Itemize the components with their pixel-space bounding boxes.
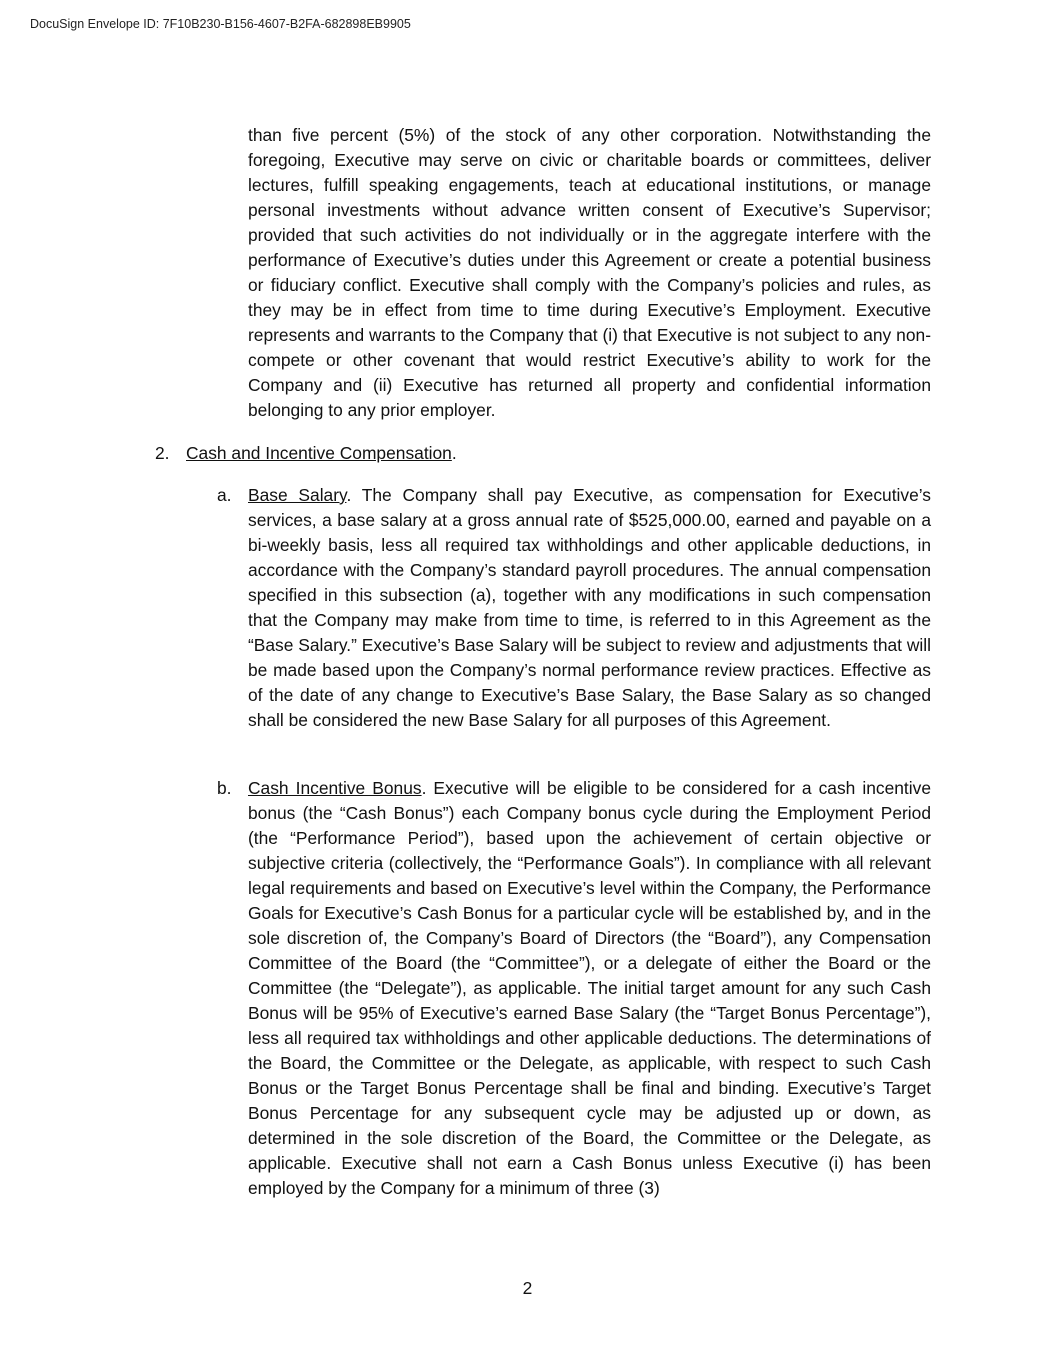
section-title: Cash and Incentive Compensation	[186, 443, 452, 463]
subsection-a-title: Base Salary	[248, 485, 347, 505]
continuation-paragraph: than five percent (5%) of the stock of any other corporation. Notwithstanding the foregoing, Executive may serve on civic or charitable boards or committees, deliver lectures, fulfill speaking engagements, teach at educational institutions, or manage personal investments without advance written consent of Executive’s Supervisor; provided that such activities do not individually or in the aggregate interfere with the performance of Executive’s duties under this Agreement or create a potential business or fiduciary conflict. Executive shall comply with the Company’s policies and rules, as they may be in effect from time to time during Executive’s Employment. Executive represents and warrants to the Company that (i) that Executive is not subject to any non-compete or other covenant that would restrict Executive’s ability to work for the Company and (ii) Executive has returned all property and confidential information belonging to any prior employer.	[248, 125, 931, 420]
section-heading	[155, 441, 457, 466]
subsection-b-marker: b.	[217, 778, 232, 798]
section-title-suffix: .	[451, 443, 457, 463]
subsection-a-paragraph	[248, 483, 931, 733]
envelope-id: DocuSign Envelope ID: 7F10B230-B156-4607-B2FA-682898EB9905	[30, 17, 411, 31]
subsection-b-title: Cash Incentive Bonus	[248, 778, 422, 798]
page-number: 2	[522, 1278, 533, 1298]
section-number: 2.	[155, 443, 170, 463]
subsection-a-body: . The Company shall pay Executive, as compensation for Executive’s services, a base salary at a gross annual rate of $525,000.00, earned and payable on a bi-weekly basis, less all required tax withholdings and other applicable deductions, in accordance with the Company’s standard payroll procedures. The annual compensation specified in this subsection (a), together with any modifications in such compensation that the Company may make from time to time, is referred to in this Agreement as the “Base Salary.” Executive’s Base Salary will be subject to review and adjustments that will be made based upon the Company’s normal performance review practices. Effective as of the date of any change to Executive’s Base Salary, the Base Salary as so changed shall be considered the new Base Salary for all purposes of this Agreement.	[248, 485, 931, 730]
subsection-b-body: . Executive will be eligible to be considered for a cash incentive bonus (the “Cash Bonus”) each Company bonus cycle during the Employment Period (the “Performance Period”), based upon the achievement of certain objective or subjective criteria (collectively, the “Performance Goals”). In compliance with all relevant legal requirements and based on Executive’s level within the Company, the Performance Goals for Executive’s Cash Bonus for a particular cycle will be established by, and in the sole discretion of, the Company’s Board of Directors (the “Board”), any Compensation Committee of the Board (the “Committee”), or a delegate of either the Board or the Committee (the “Delegate”), as applicable. The initial target amount for any such Cash Bonus will be 95% of Executive’s earned Base Salary (the “Target Bonus Percentage”), less all required tax withholdings and other applicable deductions. The determinations of the Board, the Committee or the Delegate, as applicable, with respect to such Cash Bonus or the Target Bonus Percentage shall be final and binding. Executive’s Target Bonus Percentage for any subsequent cycle may be adjusted up or down, as determined in the sole discretion of the Board, the Committee or the Delegate, as applicable. Executive shall not earn a Cash Bonus unless Executive (i) has been employed by the Company for a minimum of three (3)	[248, 778, 931, 1198]
subsection-a-marker: a.	[217, 485, 232, 505]
subsection-b-paragraph	[248, 776, 931, 1201]
